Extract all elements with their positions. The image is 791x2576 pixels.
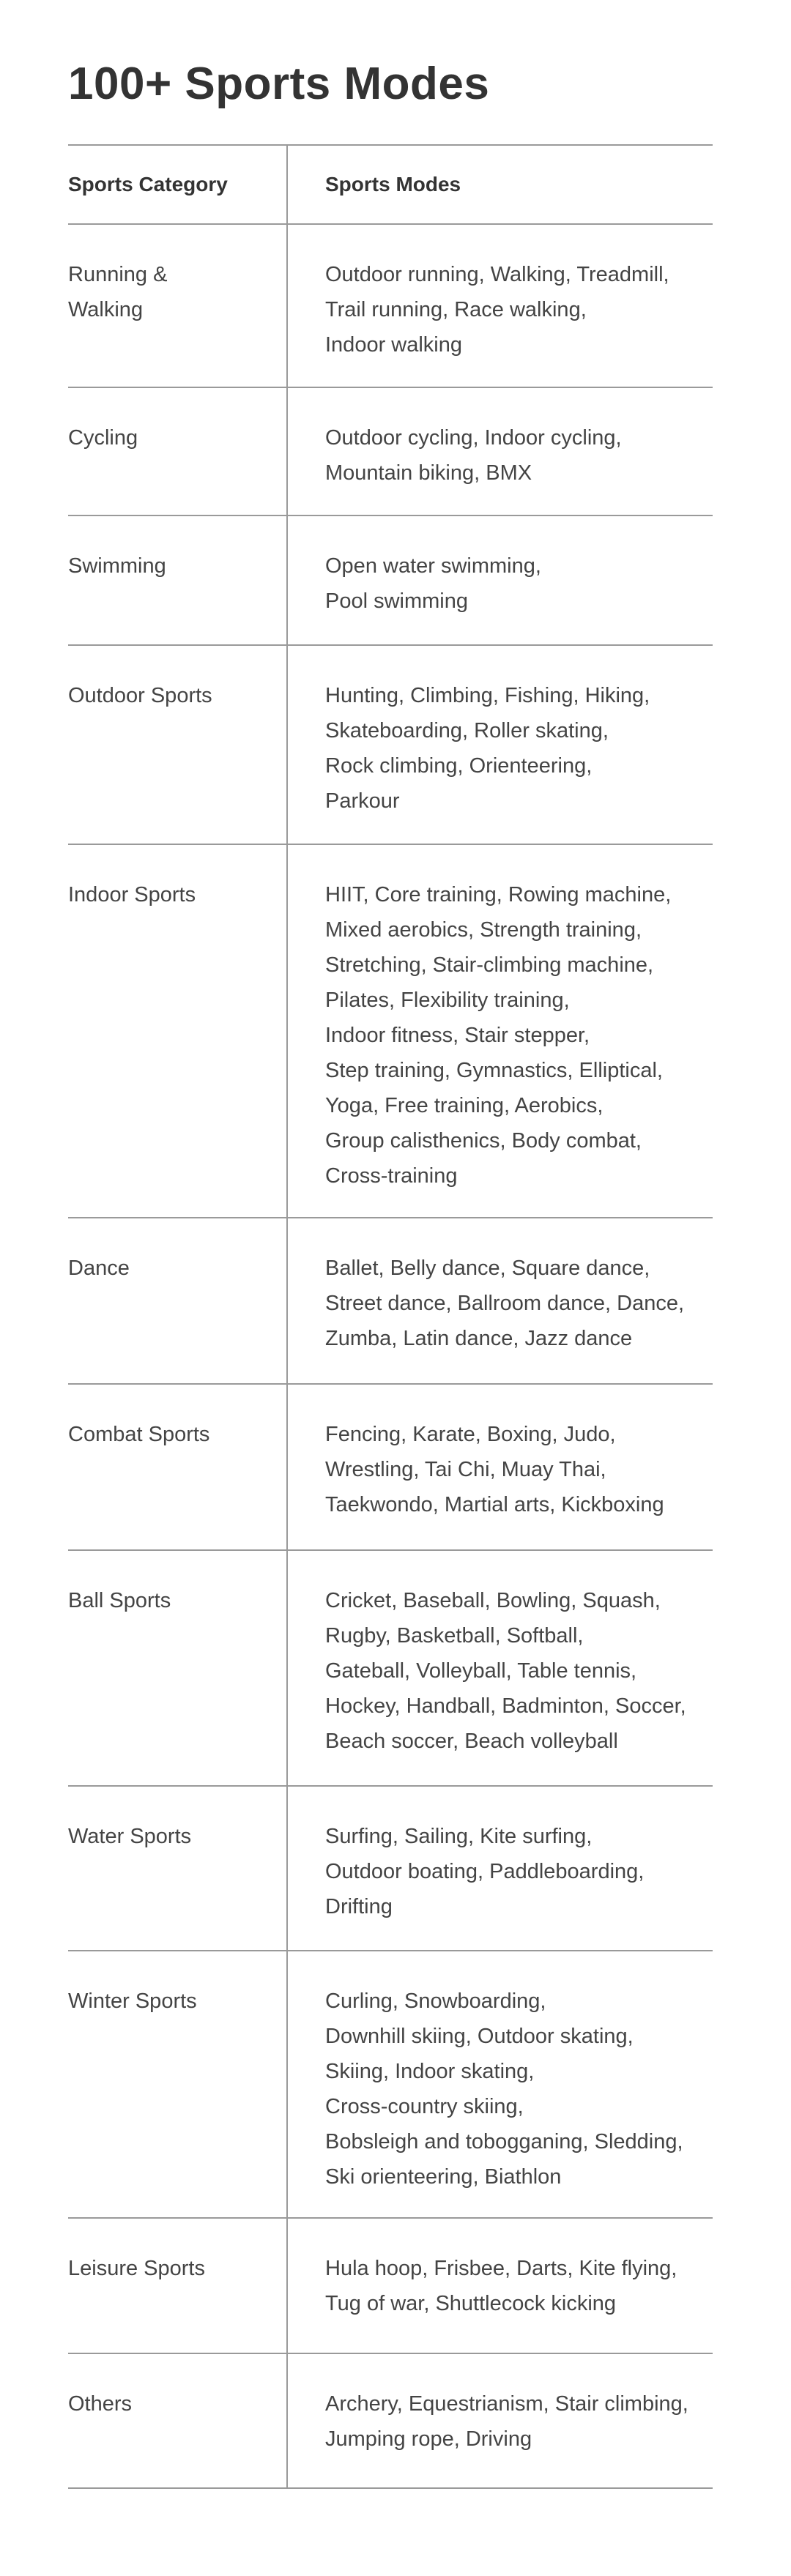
category-cell: Cycling (68, 388, 288, 515)
modes-cell: HIIT, Core training, Rowing machine, Mixed aerobics, Strength training, Stretching, Stair-climbing machine, Pilates, Flexibility training, Indoor fitness, Stair stepper, Step training, Gymnastics, Elliptical, Yoga, Free training, Aerobics, Group calisthenics, Body combat, Cross-training (325, 883, 672, 1188)
modes-cell: Fencing, Karate, Boxing, Judo, Wrestling, Tai Chi, Muay Thai, Taekwondo, Martial arts, Kickboxing (325, 1423, 664, 1516)
category-cell: Combat Sports (68, 1385, 288, 1549)
table-row-swimming (68, 516, 713, 646)
category-cell: Others (68, 2354, 288, 2487)
header-sports-category: Sports Category (68, 146, 288, 223)
table-row-water-sports (68, 1787, 713, 1951)
table-row-combat-sports (68, 1385, 713, 1551)
table-row-cycling (68, 388, 713, 516)
category-cell: Outdoor Sports (68, 646, 288, 844)
table-row-others (68, 2354, 713, 2489)
modes-cell: Surfing, Sailing, Kite surfing, Outdoor boating, Paddleboarding, Drifting (325, 1825, 645, 1918)
category-cell: Ball Sports (68, 1551, 288, 1785)
modes-cell: Cricket, Baseball, Bowling, Squash, Rugby, Basketball, Softball, Gateball, Volleyball, Table tennis, Hockey, Handball, Badminton, Soccer, Beach soccer, Beach volleyball (325, 1589, 686, 1753)
table-row-leisure-sports (68, 2219, 713, 2354)
table-row-winter-sports (68, 1951, 713, 2219)
modes-cell: Curling, Snowboarding, Downhill skiing, Outdoor skating, Skiing, Indoor skating, Cross-country skiing, Bobsleigh and tobogganing, Sledding, Ski orienteering, Biathlon (325, 1989, 683, 2189)
category-cell: Winter Sports (68, 1951, 288, 2217)
table-row-ball-sports (68, 1551, 713, 1787)
modes-cell: Ballet, Belly dance, Square dance, Street dance, Ballroom dance, Dance, Zumba, Latin dance, Jazz dance (325, 1257, 685, 1350)
modes-cell: Outdoor cycling, Indoor cycling, Mountain biking, BMX (325, 426, 622, 485)
modes-cell: Archery, Equestrianism, Stair climbing, Jumping rope, Driving (325, 2392, 688, 2451)
table-row-dance (68, 1218, 713, 1385)
modes-cell: Outdoor running, Walking, Treadmill, Trail running, Race walking, Indoor walking (325, 263, 669, 357)
category-cell: Water Sports (68, 1787, 288, 1950)
category-cell: Leisure Sports (68, 2219, 288, 2353)
table-row-running-walking (68, 225, 713, 388)
header-sports-modes: Sports Modes (325, 173, 461, 196)
sports-modes-table (68, 144, 713, 2489)
table-row-outdoor-sports (68, 646, 713, 845)
modes-cell: Hula hoop, Frisbee, Darts, Kite flying, Tug of war, Shuttlecock kicking (325, 2257, 677, 2315)
table-header-row (68, 144, 713, 225)
modes-cell: Open water swimming, Pool swimming (325, 554, 541, 613)
category-cell: Running & Walking (68, 225, 288, 387)
category-cell: Dance (68, 1218, 288, 1383)
category-cell: Swimming (68, 516, 288, 644)
page-title: 100+ Sports Modes (68, 59, 490, 109)
category-cell: Indoor Sports (68, 845, 288, 1217)
table-row-indoor-sports (68, 845, 713, 1218)
modes-cell: Hunting, Climbing, Fishing, Hiking, Skateboarding, Roller skating, Rock climbing, Orienteering, Parkour (325, 684, 650, 813)
